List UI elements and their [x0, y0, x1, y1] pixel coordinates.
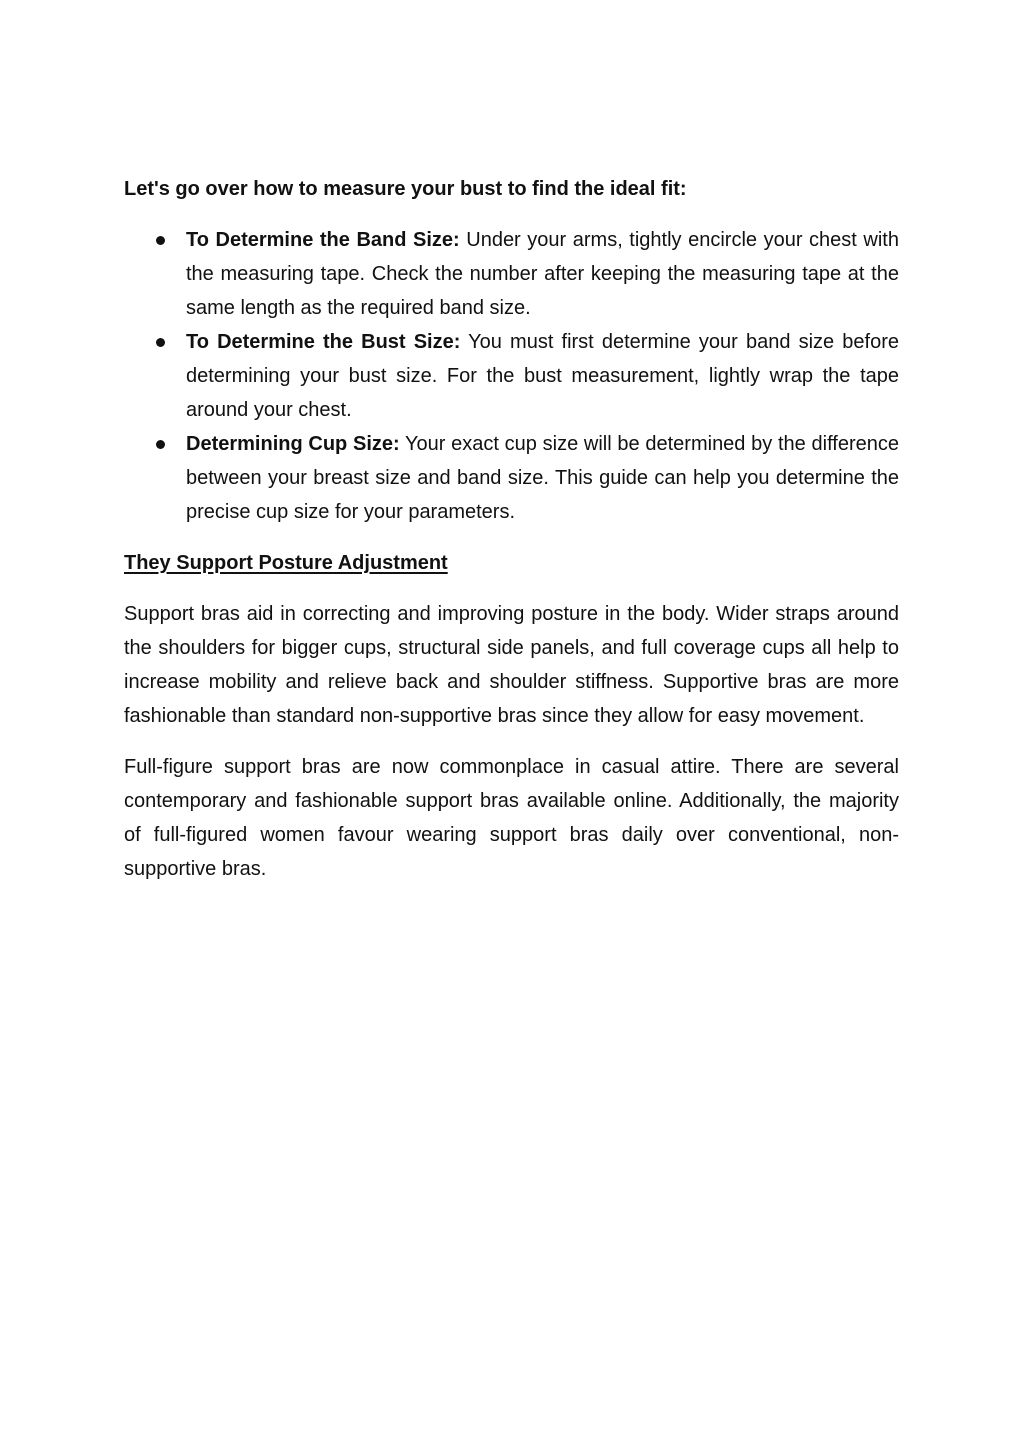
- body-paragraph: Support bras aid in correcting and improving posture in the body. Wider straps around the shoulders for bigger cups, structural side panels, and full coverage cups all help to increase mobility and relieve back and shoulder stiffness. Supportive bras are more fashionable than standard non-supportive bras since they allow for easy movement.: [124, 603, 899, 727]
- section-heading: They Support Posture Adjustment: [124, 552, 448, 574]
- bullet-icon: [156, 338, 165, 347]
- list-item-band-size: [124, 223, 899, 325]
- list-item-bust-size: [124, 325, 899, 427]
- bullet-icon: [156, 236, 165, 245]
- list-item-term: Determining Cup Size:: [186, 433, 400, 455]
- list-item-text: Your exact cup size will be determined by the difference between your breast size and band size. This guide can help you determine the precise cup size for your parameters.: [186, 433, 899, 523]
- list-item-cup-size: [124, 427, 899, 529]
- intro-text: Let's go over how to measure your bust to find the ideal fit:: [124, 178, 687, 200]
- measurement-list: [124, 223, 899, 529]
- list-item-term: To Determine the Bust Size:: [186, 331, 461, 353]
- list-item-term: To Determine the Band Size:: [186, 229, 460, 251]
- list-item-text: You must first determine your band size before determining your bust size. For the bust measurement, lightly wrap the tape around your chest.: [186, 331, 899, 421]
- body-paragraph: Full-figure support bras are now commonplace in casual attire. There are several contemporary and fashionable support bras available online. Additionally, the majority of full-figured women favour wearing support bras daily over conventional, non-supportive bras.: [124, 756, 899, 880]
- bullet-icon: [156, 440, 165, 449]
- page-content: [124, 172, 899, 903]
- list-item-text: Under your arms, tightly encircle your chest with the measuring tape. Check the number after keeping the measuring tape at the same length as the required band size.: [186, 229, 899, 319]
